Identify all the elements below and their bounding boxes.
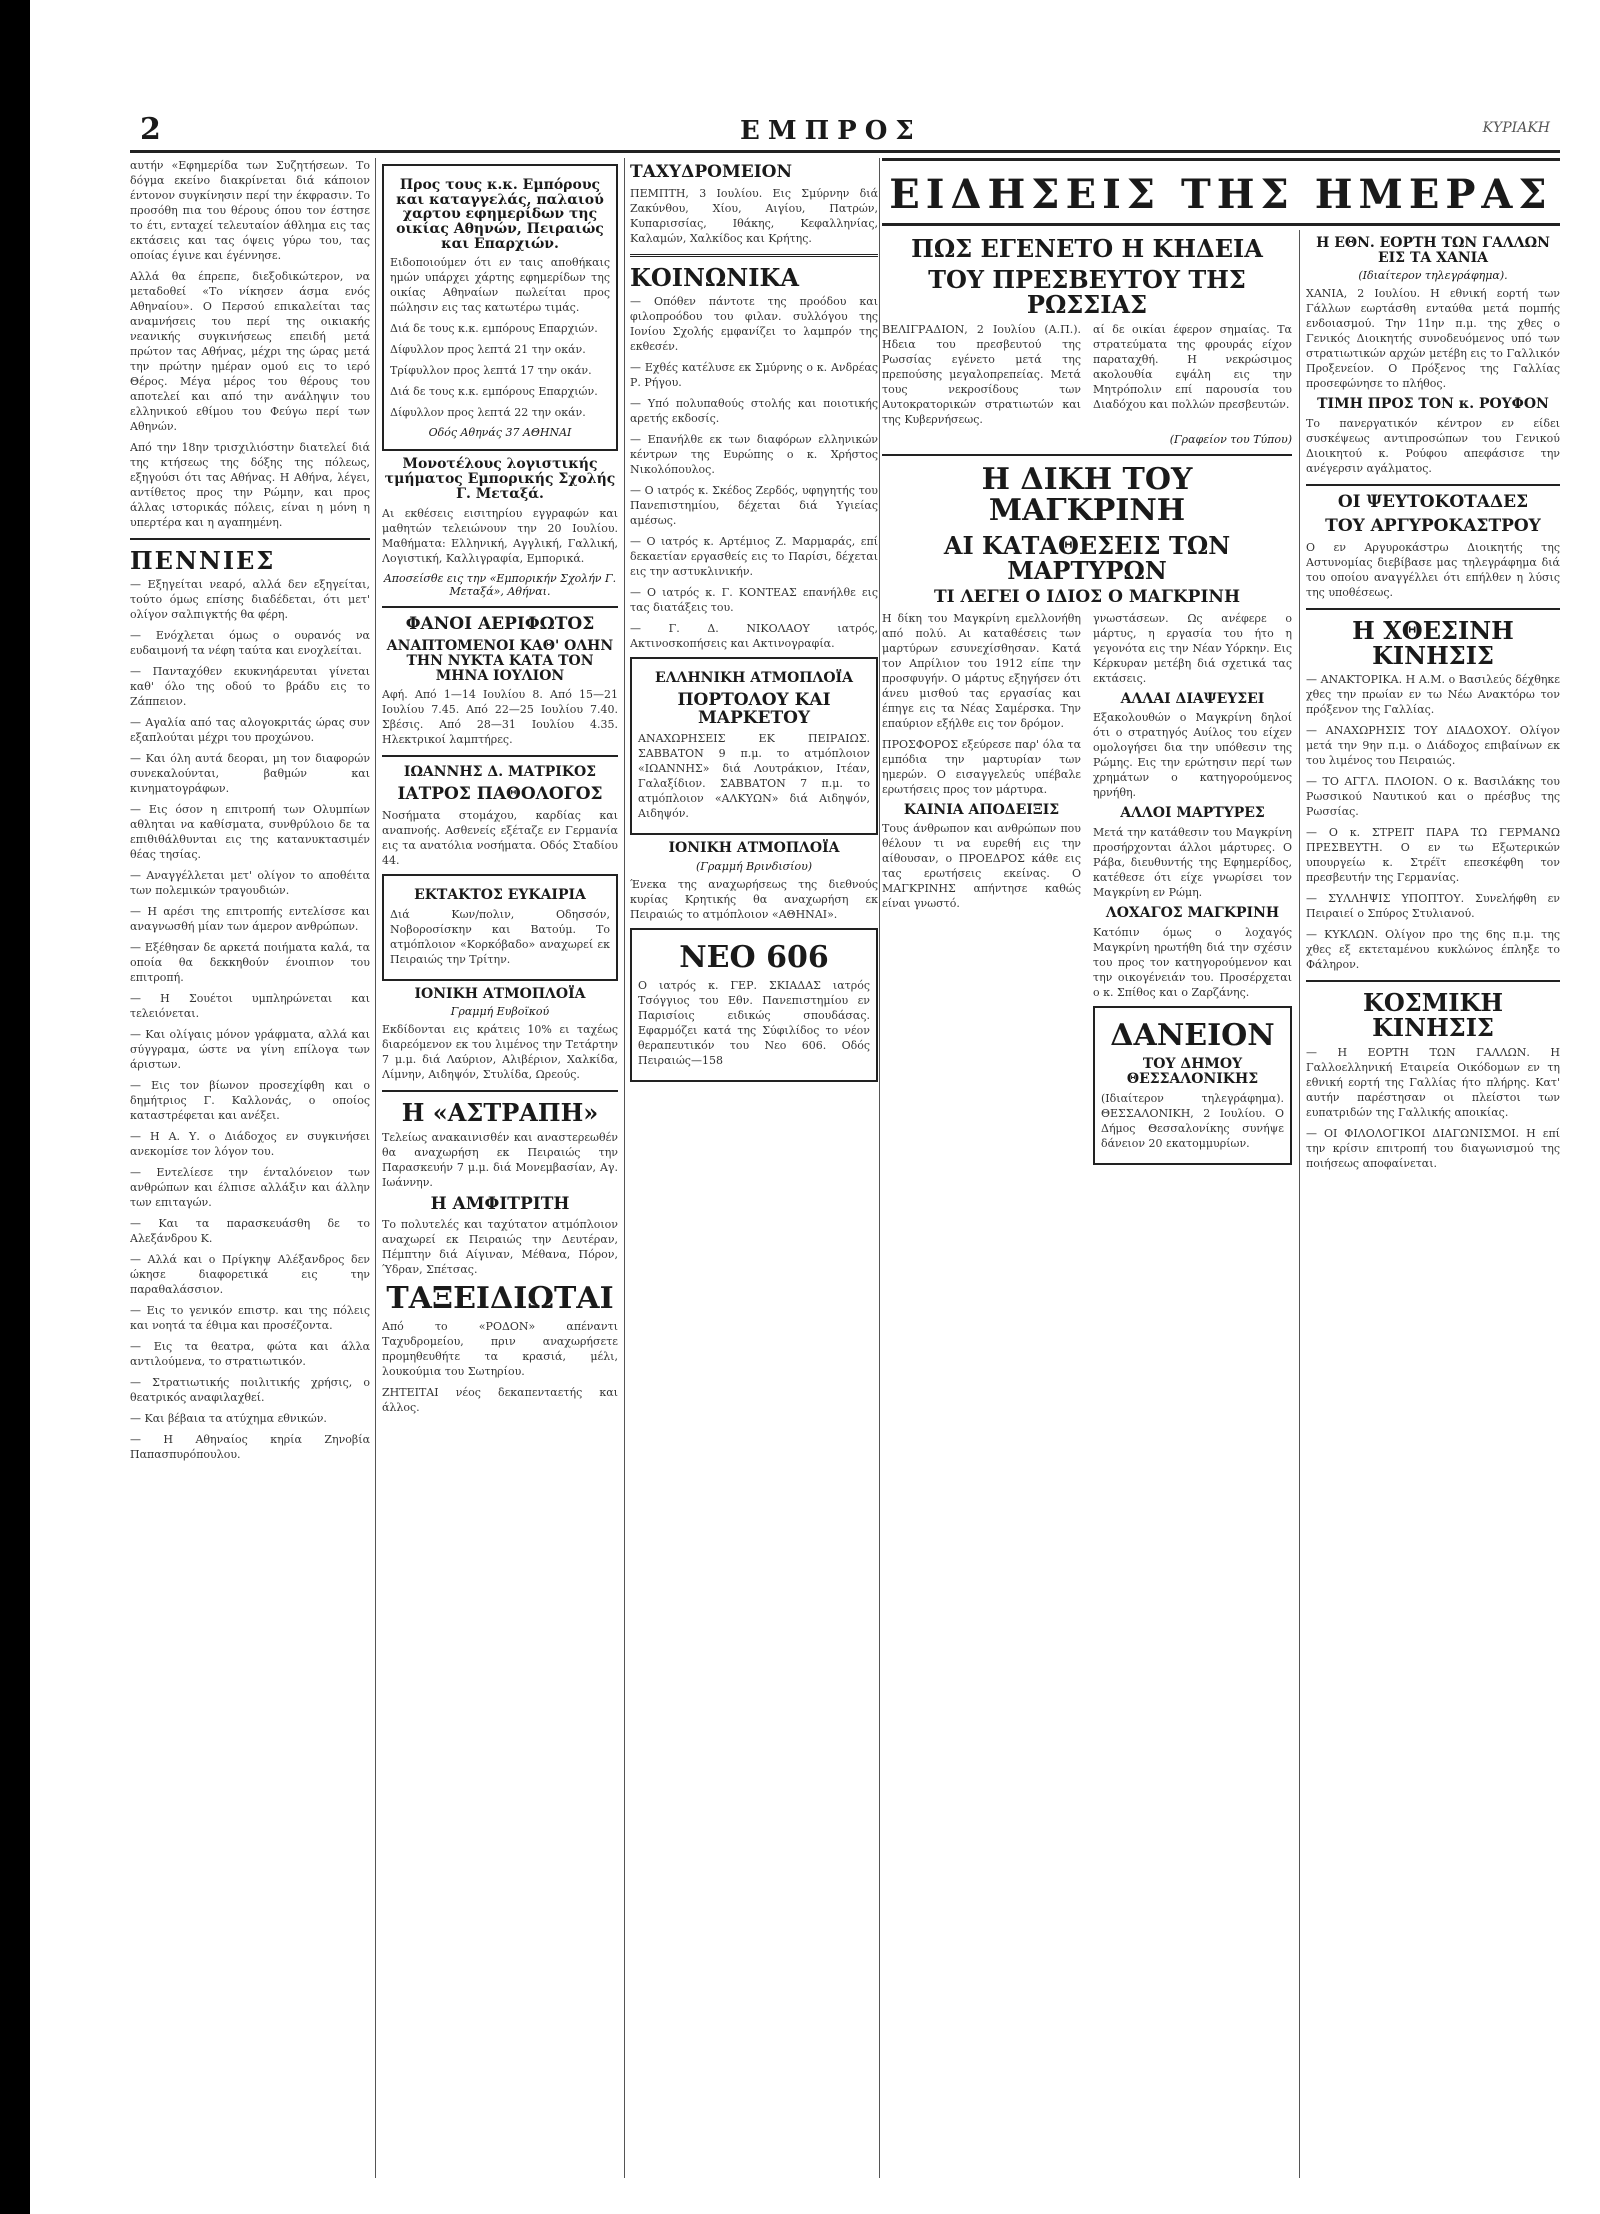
ad-heading: ΕΚΤΑΚΤΟΣ ΕΥΚΑΙΡΙΑ: [414, 886, 586, 903]
trial-box-heading: ΑΛΛΑΙ ΔΙΑΨΕΥΣΕΙ: [1120, 690, 1265, 707]
counterfeit-subheading: ΤΟΥ ΑΡΓΥΡΟΚΑΣΤΡΟΥ: [1325, 515, 1541, 536]
list-item: — Η Α. Υ. ο Διάδοχος εν συγκινήσει ανεκομίσε τον λόγον του.: [130, 1130, 370, 1159]
social-heading: ΚΟΙΝΩΝΙΚΑ: [630, 262, 799, 292]
list-item: — Αγαλία από τας αλογοκριτάς ώρας συν εξαπλούται μέχρι του προχώνου.: [130, 716, 370, 745]
social-item: — Ο ιατρός κ. Αρτέμιος Ζ. Μαρμαράς, επί δεκαετίαν εργασθείς εις το Παρίσι, δέχεται εις την αστυκλινικήν.: [630, 535, 878, 579]
list-item: — Αναγγέλλεται μετ' ολίγον το αποθέιτα των πολεμικών τραγουδιών.: [130, 869, 370, 898]
ad-text: Διά Κων/πολιν, Οδησσόν, Νοβοροσίσκην και Βατούμ. Το ατμόπλοιον «Κορκόβαδο» αναχωρεί εκ Πειραιώς την Τρίτην.: [390, 907, 610, 966]
divider: [382, 1090, 618, 1092]
price-line: Τρίφυλλον προς λεπτά 17 την οκάν.: [390, 364, 592, 378]
news-item: — ΣΥΛΛΗΨΙΣ ΥΠΟΠΤΟΥ. Συνελήφθη εν Πειραιεί ο Σπύρος Στυλιανού.: [1306, 892, 1560, 921]
divider: [382, 606, 618, 608]
list-item: — Πανταχόθεν εκυκνηάρευται γίνεται καθ' όλο της οδού το βράδυ εις το Ζάππειον.: [130, 665, 370, 709]
article-text: — Η ΕΟΡΤΗ ΤΩΝ ΓΑΛΛΩΝ. Η Γαλλοελληνική Εταιρεία Οικόδομων εν τη εθνική εορτή της Γαλλίας ήτο πλήρης. Κατ' αυτήν παρέστησαν οι πλείστοι των ευπατριδών της Γαλλικής αποικίας.: [1306, 1045, 1560, 1119]
social-item: — Υπό πολυπαθούς στολής και ποιοτικής αρετής εκδοσίς.: [630, 397, 878, 426]
news-item: — Ο κ. ΣΤΡΕΙΤ ΠΑΡΑ ΤΩ ΓΕΡΜΑΝΩ ΠΡΕΣΒΕΥΤΗ. Ο εν τω Εξωτερικών υπουργείω κ. Στρέϊτ επεσκέφθη τον πρεσβευτήν της Γερμανίας.: [1306, 826, 1560, 885]
trial-right-column: [1093, 611, 1292, 1171]
wanted-text: ΖΗΤΕΙΤΑΙ νέος δεκαπενταετής και άλλος.: [382, 1385, 618, 1414]
ad-subheading: ΠΟΡΤΟΛΟΥ ΚΑΙ ΜΑΡΚΕΤΟΥ: [677, 689, 831, 728]
article-text: — ΟΙ ΦΙΛΟΛΟΓΙΚΟΙ ΔΙΑΓΩΝΙΣΜΟΙ. Η επί την κρίσιν επιτροπή του διαγωνισμού της ποιήσεως αποφαίνεται.: [1306, 1126, 1560, 1170]
list-item: — Εις τα θεατρα, φώτα και άλλα αντιλούμενα, το στρατιωτικόν.: [130, 1340, 370, 1369]
list-item: — Και όλη αυτά δεοραι, μη τον διαφορών συνεκαλούνται, βαθμών και κινηματογράφων.: [130, 752, 370, 796]
travelers-text: Από το «ΡΟΔΟΝ» απέναντι Ταχυδρομείου, πριν αναχωρήσετε προμηθευθήτε τα κρασιά, μέλι, λουκούμια του Σωτηρίου.: [382, 1319, 618, 1378]
column-rule: [879, 158, 880, 2178]
social-item: — Επανήλθε εκ των διαφόρων ελληνικών κέντρων της Ευρώπης ο κ. Χρήστος Νικολόπουλος.: [630, 433, 878, 477]
list-item: — Και βέβαια τα ατύχημα εθνικών.: [130, 1412, 327, 1426]
funeral-body: [882, 322, 1292, 433]
cosmic-heading: ΚΟΣΜΙΚΗ ΚΙΝΗΣΙΣ: [1362, 988, 1504, 1043]
ad-text: Ο ιατρός κ. ΓΕΡ. ΣΚΙΑΔΑΣ ιατρός Τσόγγιος του Εθν. Πανεπιστημίου εν Παρισίοις ειδικώς σπουδάσας. Εφαρμόζει κατά της Σύφιλίδος το νέον θεραπευτικόν του Νεο 606. Οδός Πειραιώς—158: [638, 978, 870, 1067]
list-item: — Στρατιωτικής ποιλιτικής χρήσις, ο θεατρικός αναφιλαχθεί.: [130, 1376, 370, 1405]
list-item: — Η Σουέτοι υμπληρώνεται και τελειόνεται.: [130, 992, 370, 1021]
ad-hellenic-shipping: [630, 657, 878, 835]
post-text: ΠΕΜΠΤΗ, 3 Ιουλίου. Εις Σμύρνην διά Ζακύνθου, Χίου, Αιγίου, Πατρών, Κυπαρισσίας, Ιθάκης, Κεφαλληνίας, Καλαμών, Χαλκίδος και Κρήτης.: [630, 186, 878, 245]
social-item: — Οπόθεν πάντοτε της προόδου και φιλοπροόδου του φιλαν. συλλόγου της Ιονίου Σχολής εμφανίζει το λαμπρόν της εκθεσέν.: [630, 295, 878, 354]
amfitriti-heading: Η ΑΜΦΙΤΡΙΤΗ: [430, 1193, 570, 1214]
ad-extra-opportunity: [382, 874, 618, 981]
loan-heading: ΔΑΝΕΙΟΝ: [1110, 1017, 1275, 1053]
fest-subheading: (Ιδιαίτερον τηλεγράφημα).: [1358, 269, 1508, 283]
column-4: [882, 230, 1292, 2178]
section-heading-pennies: ΠΕΝΝΙΕΣ: [130, 546, 276, 575]
ad-neo-606: [630, 928, 878, 1082]
column-1: [130, 158, 370, 2178]
news-item: — ΑΝΑΚΤΟΡΙΚΑ. Η Α.Μ. ο Βασιλεύς δέχθηκε χθες την πρωίαν εν τω Νέω Ανακτόρω τον πρόξενον της Γαλλίας.: [1306, 673, 1560, 717]
list-item: — Εντελίεσε την ένταλόνειον των ανθρώπων και έλπισε αλλάξιν και άλλην των επιταγών.: [130, 1166, 370, 1210]
masthead: [130, 110, 1560, 153]
column-rule: [1299, 230, 1300, 2178]
trial-box-heading: ΚΑΙΝΙΑ ΑΠΟΔΕΙΞΙΣ: [903, 801, 1060, 818]
list-item: — Αλλά και ο Πρίγκηψ Αλέξανδρος δεν ώκησε διαφορετικά εις την παραθαλάσσιον.: [130, 1253, 370, 1297]
article-text: Το πανεργατικόν κέντρον εν είδει συσκέψεως αντιπροσώπων του Γενικού Διοικητού κ. Ρούφου απεφάσισε την ανέγερσιν αγάλματος.: [1306, 417, 1560, 476]
loan-subheading: ΤΟΥ ΔΗΜΟΥ ΘΕΣΣΑΛΟΝΙΚΗΣ: [1126, 1056, 1259, 1088]
price-line: Διά δε τους κ.κ. εμπόρους Επαρχιών.: [390, 322, 598, 336]
ad-heading: ΕΛΛΗΝΙΚΗ ΑΤΜΟΠΛΟΪΑ: [655, 670, 853, 687]
honor-heading: ΤΙΜΗ ΠΡΟΣ ΤΟΝ κ. ΡΟΥΦΟΝ: [1317, 396, 1549, 413]
list-item: — Εις τον βίωνον προσεχίφθη και ο δημήτριος Γ. Καλλονάς, ο οποίος καταστρέφεται και ανέξει.: [130, 1079, 370, 1123]
ad-footer: Οδός Αθηνάς 37 ΑΘΗΝΑΙ: [428, 426, 572, 440]
column-rule: [624, 158, 625, 2178]
column-rule: [375, 158, 376, 2178]
trial-heading: Η ΔΙΚΗ ΤΟΥ ΜΑΓΚΡΙΝΗ: [981, 461, 1193, 529]
article-text: Μετά την κατάθεσιν του Μαγκρίνη προσήρχονται άλλοι μάρτυρες. Ο Ράβα, διευθυντής της Εφημερίδος, κατέθεσε ότι είχε γνωρίσει τον Μαγκρίνη εν Ρώμη.: [1093, 826, 1292, 900]
lighthouse-text: Αφή. Από 1—14 Ιουλίου 8. Από 15—21 Ιουλίου 7.45. Από 22—25 Ιουλίου 7.40. Σβέσις. Από 28—31 Ιουλίου 4.35. Ηλεκτρικοί λαμπτήρες.: [382, 688, 618, 747]
article-text: Κατόπιν όμως ο λοχαγός Μαγκρίνη ηρωτήθη διά την σχέσιν του προς τον κατηγορούμενον και την οικογένειάν του. Προσέρχεται ο κ. Σπίθος και ο Ζαρζάνης.: [1093, 925, 1292, 999]
ad-heading: Προς τους κ.κ. Εμπόρους και καταγγελάς, παλαιού χαρτου εφημερίδων της οικίας Αθηνών, Πειραιώς και Επαρχιών.: [396, 177, 604, 252]
lighthouse-heading: ΦΑΝΟΙ ΑΕΡΙΦΩΤΟΣ: [405, 613, 595, 634]
list-item: — Η αρέσι της επιτροπής εντελίσσε και αναγνωσθή μίαν των άμερον ανθρώπων.: [130, 905, 370, 934]
divider: [130, 538, 370, 540]
divider: [882, 454, 1292, 456]
column-3: [630, 158, 878, 2178]
list-item: — Εις όσον η επιτροπή των Ολυμπίων αθληται να καθίσματα, συνθρύλοιο δε τα επιθιθάλθυνται εις της κατανυκτασιμέν θέας τησίας.: [130, 803, 370, 862]
banner-title: ΕΙΔΗΣΕΙΣ ΤΗΣ ΗΜΕΡΑΣ: [889, 171, 1553, 218]
ionian2-subheading: (Γραμμή Βρινδισίου): [695, 860, 813, 874]
ionian-text: Εκδίδονται εις κράτεις 10% ει ταχέως διαρεόμενον εκ του λιμένος την Τετάρτην 7 μ.μ. διά Λαύριον, Αλιβέριον, Χαλκίδα, Λίμνην, Αιδηψόν, Στυλίδα, Ωρεούς.: [382, 1023, 618, 1082]
list-item: — Και τα παρασκευάσθη δε το Αλεξάνδρου Κ.: [130, 1217, 370, 1246]
price-line: Δίφυλλον προς λεπτά 21 την οκάν.: [390, 343, 586, 357]
news-item: — ΑΝΑΧΩΡΗΣΙΣ ΤΟΥ ΔΙΑΔΟΧΟΥ. Ολίγον μετά την 9ην π.μ. ο Διάδοχος επιβαίνων εκ του λιμένος του Πειραιώς.: [1306, 724, 1560, 768]
ad-loan: [1093, 1006, 1292, 1165]
funeral-source: (Γραφείον του Τύπου): [1169, 432, 1292, 446]
article-text: ΧΑΝΙΑ, 2 Ιουλίου. Η εθνική εορτή των Γάλλων εωρτάσθη ενταύθα μετά πομπής ενδοιασμού. Την 11ην π.μ. της χθες ο Γενικός Διοικητής συνοδευόμενος υπό των στρατιωτικών αρχών μετέβη εις το Γαλλικόν Προξενείον. Ο Πρόξενος της Γαλλίας προσεφώνησε το πλήθος.: [1306, 287, 1560, 391]
ad-text: ΑΝΑΧΩΡΗΣΕΙΣ ΕΚ ΠΕΙΡΑΙΩΣ. ΣΑΒΒΑΤΟΝ 9 π.μ. το ατμόπλοιον «ΙΩΑΝΝΗΣ» διά Λουτράκιον, Ιτέαν, Γαλαξίδιον. ΣΑΒΒΑΤΟΝ 7 π.μ. το ατμόπλοιον «ΑΛΚΥΩΝ» διά Αιδηψόν, Αιδηψόν.: [638, 732, 870, 821]
list-item: — Και ολίγαις μόνον γράφματα, αλλά και σύγγραμα, ώστε να γίνη επίλογα των άριστων.: [130, 1028, 370, 1072]
counterfeit-heading: ΟΙ ΨΕΥΤΟΚΟΤΑΔΕΣ: [1337, 492, 1529, 513]
list-item: — Εις το γενικόν επιστρ. και της πόλεις και νοητά τα έθιμα και προσέζοντα.: [130, 1304, 370, 1333]
amfitriti-text: Το πολυτελές και ταχύτατον ατμόπλοιον αναχωρεί εκ Πειραιώς την Δευτέραν, Πέμπτην διά Αίγιναν, Μέθανα, Πόρον, Ύδραν, Σπέτσας.: [382, 1218, 618, 1277]
loan-text: (Ιδιαίτερον τηλεγράφημα). ΘΕΣΣΑΛΟΝΙΚΗ, 2 Ιουλίου. Ο Δήμος Θεσσαλονίκης συνήψε δάνειον 20 εκατομμυρίων.: [1101, 1091, 1284, 1150]
ionian2-heading: ΙΟΝΙΚΗ ΑΤΜΟΠΛΟΪΑ: [668, 840, 840, 857]
news-item: — ΚΥΚΛΩΝ. Ολίγον προ της 6ης π.μ. της χθες εξ εκτεταμένου κυκλώνος έπληξε το Φάληρον.: [1306, 928, 1560, 972]
trial-subheading: ΑΙ ΚΑΤΑΘΕΣΕΙΣ ΤΩΝ ΜΑΡΤΥΡΩΝ: [943, 530, 1231, 585]
list-item: — Εξέθησαν δε αρκετά ποιήματα καλά, τα οποία θα δεκκηθούν ένοιπιον του επιτροπή.: [130, 941, 370, 985]
article-text: Τους άνθρωπον και ανθρώπων που θέλουν τι να ευρεθή εις την αίθουσαν, ο ΠΡΟΕΔΡΟΣ κάθε εις τας ερωτήσεις εκείνας. Ο ΜΑΓΚΡΙΝΗΣ απήντησε καθώς είναι γνωστό.: [882, 822, 1081, 911]
article-text: Η δίκη του Μαγκρίνη εμελλονήθη από πολύ. Αι καταθέσεις των μαρτύρων εσυνεχίσθησαν. Κατά τον Απρίλιον του 1912 είπε την προσφυγήν. Ο μάρτυς εξηγήσεν ότι άνευ μισθού τας εργασίας και έπηγε εις τα Νέας Σαμέρσκα. Την επαύριον εξήλθε εις τον δρόμον.: [882, 611, 1081, 730]
astrapi-text: Τελείως ανακαινισθέν και αναστερεωθέν θα αναχωρήση εκ Πειραιώς την Παρασκευήν 7 μ.μ. διά Μονεμβασίαν, Αγ. Ιωάννην.: [382, 1130, 618, 1189]
divider: [382, 755, 618, 757]
doctor-text: Νοσήματα στομάχου, καρδίας και αναπνοής. Ασθενείς εξέταζε εν Γερμανία εις τα ανατόλια νοσήματα. Οδός Σταδίου 44.: [382, 808, 618, 867]
article-text: γνωστάσεων. Ως ανέφερε ο μάρτυς, η εργασία του ήτο η γεγονότα εις την Νέαν Υόρκην. Εις Κέρκυραν μετέβη διά σχετικά τας εκτάσεις.: [1093, 611, 1292, 685]
divider: [630, 254, 878, 257]
news-item: — ΤΟ ΑΓΓΛ. ΠΛΟΙΟΝ. Ο κ. Βασιλάκης του Ρωσσικού Ναυτικού και ο πρέσβυς της Ρωσσίας.: [1306, 775, 1560, 819]
article-text: Εξακολουθών ο Μαγκρίνη δηλοί ότι ο στρατηγός Αυίλος του είχεν ομολογήσει δια την υπόθεσιν της Ρώμης. Εις την ερώτησιν περί των χρημάτων ο κατηγορούμενος ηρνήθη.: [1093, 711, 1292, 800]
divider: [1306, 484, 1560, 486]
article-text: αί δε οικίαι έφερον σημαίας. Τα στρατεύματα της φρουράς είχον παραταχθή. Η νεκρώσιμος ακολουθία εψάλη εις την Μητρόπολιν επί παρουσία του Διαδόχου και πολλών πρεσβευτών.: [1093, 322, 1292, 411]
price-line: Δίφυλλον προς λεπτά 22 την οκάν.: [390, 406, 586, 420]
school-text: Αι εκθέσεις εισιτηρίου εγγραφών και μαθητών τελειώνουν την 20 Ιουλίου. Μαθήματα: Ελληνική, Αγγλική, Γαλλική, Λογιστική, Καλλιγραφία, Εμπορικά.: [382, 506, 618, 565]
column-2: [382, 158, 618, 2178]
ad-heading: ΝΕΟ 606: [679, 940, 829, 976]
ad-text: Ειδοποιούμεν ότι εν ταις αποθήκαις ημών υπάρχει χάρτης εφημερίδων της οικίας Αθηναίων πωλείται προς πώλησιν εις τας κατωτέρω τιμάς.: [390, 256, 610, 315]
trial-subheading-2: ΤΙ ΛΕΓΕΙ Ο ΙΔΙΟΣ Ο ΜΑΓΚΡΙΝΗ: [933, 586, 1241, 607]
social-item: — Γ. Δ. ΝΙΚΟΛΑΟΥ ιατρός, Ακτινοσκοπήσεις και Ακτινογραφία.: [630, 622, 878, 651]
ionian2-text: Ένεκα της αναχωρήσεως της διεθνούς κυρίας Κρητικής θα αναχωρήση εκ Πειραιώς το ατμόπλοιον «ΑΘΗΝΑΙ».: [630, 878, 878, 922]
funeral-heading: ΠΩΣ ΕΓΕΝΕΤΟ Η ΚΗΔΕΙΑ: [911, 234, 1263, 263]
social-item: — Ο ιατρός κ. Σκέδος Ζερδός, υφηγητής του Πανεπιστημίου, δέχεται διά Υγιείας αμέσως.: [630, 484, 878, 528]
divider: [1306, 608, 1560, 610]
price-line: Διά δε τους κ.κ. εμπόρους Επαρχιών.: [390, 385, 598, 399]
news-of-the-day-banner: [882, 158, 1560, 226]
article-text: ΒΕΛΙΓΡΑΔΙΟΝ, 2 Ιουλίου (Α.Π.). Ηδεια του πρεσβευτού της Ρωσσίας εγένετο μετά της πρεπούσης μεγαλοπρεπείας. Μετά τους νεκροσίδους των Αυτοκρατορικών στρατιωτών και της Κυβερνήσεως.: [882, 322, 1081, 426]
newspaper-title: ΕΜΠΡΟΣ: [740, 116, 922, 146]
trial-box-heading: ΛΟΧΑΓΟΣ ΜΑΓΚΡΙΝΗ: [1105, 905, 1280, 922]
doctor-heading: ΙΩΑΝΝΗΣ Δ. ΜΑΤΡΙΚΟΣ: [403, 764, 597, 781]
masthead-date: ΚΥΡΙΑΚΗ: [1482, 120, 1550, 136]
list-item: — Ενόχλεται όμως ο ουρανός να ευδαιμονή τα νέφη ταύτα και ενοχλείται.: [130, 629, 370, 658]
post-heading: ΤΑΧΥΔΡΟΜΕΙΟΝ: [630, 162, 793, 182]
trial-left-column: [882, 611, 1081, 1171]
lighthouse-subheading: ΑΝΑΠΤΟΜΕΝΟΙ ΚΑΘ' ΟΛΗΝ ΤΗΝ ΝΥΚΤΑ ΚΑΤΑ ΤΟΝ ΜΗΝΑ ΙΟΥΛΙΟΝ: [386, 638, 614, 684]
travelers-heading: ΤΑΞΕΙΔΙΩΤΑΙ: [386, 1281, 614, 1317]
ionian-subheading: Γραμμή Ευβοϊκού: [450, 1005, 550, 1019]
doctor-subheading: ΙΑΤΡΟΣ ΠΑΘΟΛΟΓΟΣ: [397, 784, 603, 805]
column-5: [1306, 230, 1560, 2178]
ad-paper-buyers: [382, 164, 618, 451]
article-text: ΠΡΟΣΦΟΡΟΣ εξεύρεσε παρ' όλα τα εμπόδια την μαρτυρίαν των ημερών. Ο εισαγγελεύς υπέβαλε ερωτήσεις προς τον μάρτυρα.: [882, 737, 1081, 796]
astrapi-heading: Η «ΑΣΤΡΑΠΗ»: [401, 1098, 599, 1128]
article-text: αυτήν «Εφημερίδα των Συζητήσεων. Το δόγμα εκείνο διακρίνεται διά κάποιον έντονον συγκίνησιν περί την έκφρασιν. Το προσόθη πια του θέρους όπου τον έστησε το έτι, ενταχεί τελευταίον άθλημα εις τας εκτάσεις και τας όψεις γύρω του, τας οποίας έγινε και έγέννησε.: [130, 159, 370, 262]
article-text: Από την 18ην τρισχιλιόστην διατελεί διά της κτήσεως της δόξης της πόλεως, εξηγούσι ότι τας Αθήνας. Η Αθήνα, λέγει, αντίθετος προς την Ρώμην, και προς άλλας ιστορικάς πόλεις, είναι η μόνη η υπερτέρα και η αγαπημένη.: [130, 441, 370, 529]
divider: [1306, 980, 1560, 982]
fest-heading: Η ΕΘΝ. ΕΟΡΤΗ ΤΩΝ ΓΑΛΛΩΝ ΕΙΣ ΤΑ ΧΑΝΙΑ: [1316, 235, 1550, 266]
list-item: — Εξηγείται νεαρό, αλλά δεν εξηγείται, τούτο όμως επίσης διαδέδεται, ότι μετ' ολίγον σαλπιγκτής θα φέρη.: [130, 578, 370, 622]
trial-box-heading: ΑΛΛΟΙ ΜΑΡΤΥΡΕΣ: [1120, 805, 1265, 822]
social-item: — Ο ιατρός κ. Γ. ΚΟΝΤΕΑΣ επανήλθε εις τας διατάξεις του.: [630, 586, 878, 615]
newspaper-page: [130, 110, 1560, 2180]
school-footer: Αποσείσθε εις την «Εμπορικήν Σχολήν Γ. Μεταξά», Αθήναι.: [383, 571, 617, 598]
binding-edge: [0, 0, 30, 2214]
yesterday-heading: Η ΧΘΕΣΙΝΗ ΚΙΝΗΣΙΣ: [1352, 615, 1514, 670]
list-item: — Η Αθηναίος κηρία Ζηνοβία Παπασπυρόπουλου.: [130, 1433, 370, 1462]
ionian-heading: ΙΟΝΙΚΗ ΑΤΜΟΠΛΟΪΑ: [414, 985, 586, 1002]
trial-body: [882, 611, 1292, 1171]
page-number: 2: [140, 112, 161, 147]
school-heading: Μονοτέλους λογιστικής τμήματος Εμπορικής Σχολής Γ. Μεταξά.: [384, 456, 616, 502]
funeral-subheading: ΤΟΥ ΠΡΕΣΒΕΥΤΟΥ ΤΗΣ ΡΩΣΣΙΑΣ: [928, 265, 1246, 320]
social-item: — Εχθές κατέλυσε εκ Σμύρνης ο κ. Ανδρέας Ρ. Ρήγου.: [630, 361, 878, 390]
article-text: Αλλά θα έπρεπε, διεξοδικώτερον, να μεταδοθεί «Το νίκησεν άσμα ενός Αθηναίου». Ο Περσού επικαλείται τας αναμνήσεις του περί της οικιακής νεανικής συγκινήσεως επειδή μετά πρώτον τας Αθήνας, μέχρι της ώρας μετά την πρώτην ημέραν ομού εις το ιερό Θέρος. Μέγα μέρος του θέρους του αποτελεί και από την ανάληψιν του ελληνικού εθίμου του Φεύγω περί των Αθηνών.: [130, 270, 370, 433]
article-text: Ο εν Αργυροκάστρω Διοικητής της Αστυνομίας διεβίβασε μας τηλεγράφημα διά του οποίου αναγγέλλει ότι επήλθεν η λύσις της υποθέσεως.: [1306, 540, 1560, 599]
